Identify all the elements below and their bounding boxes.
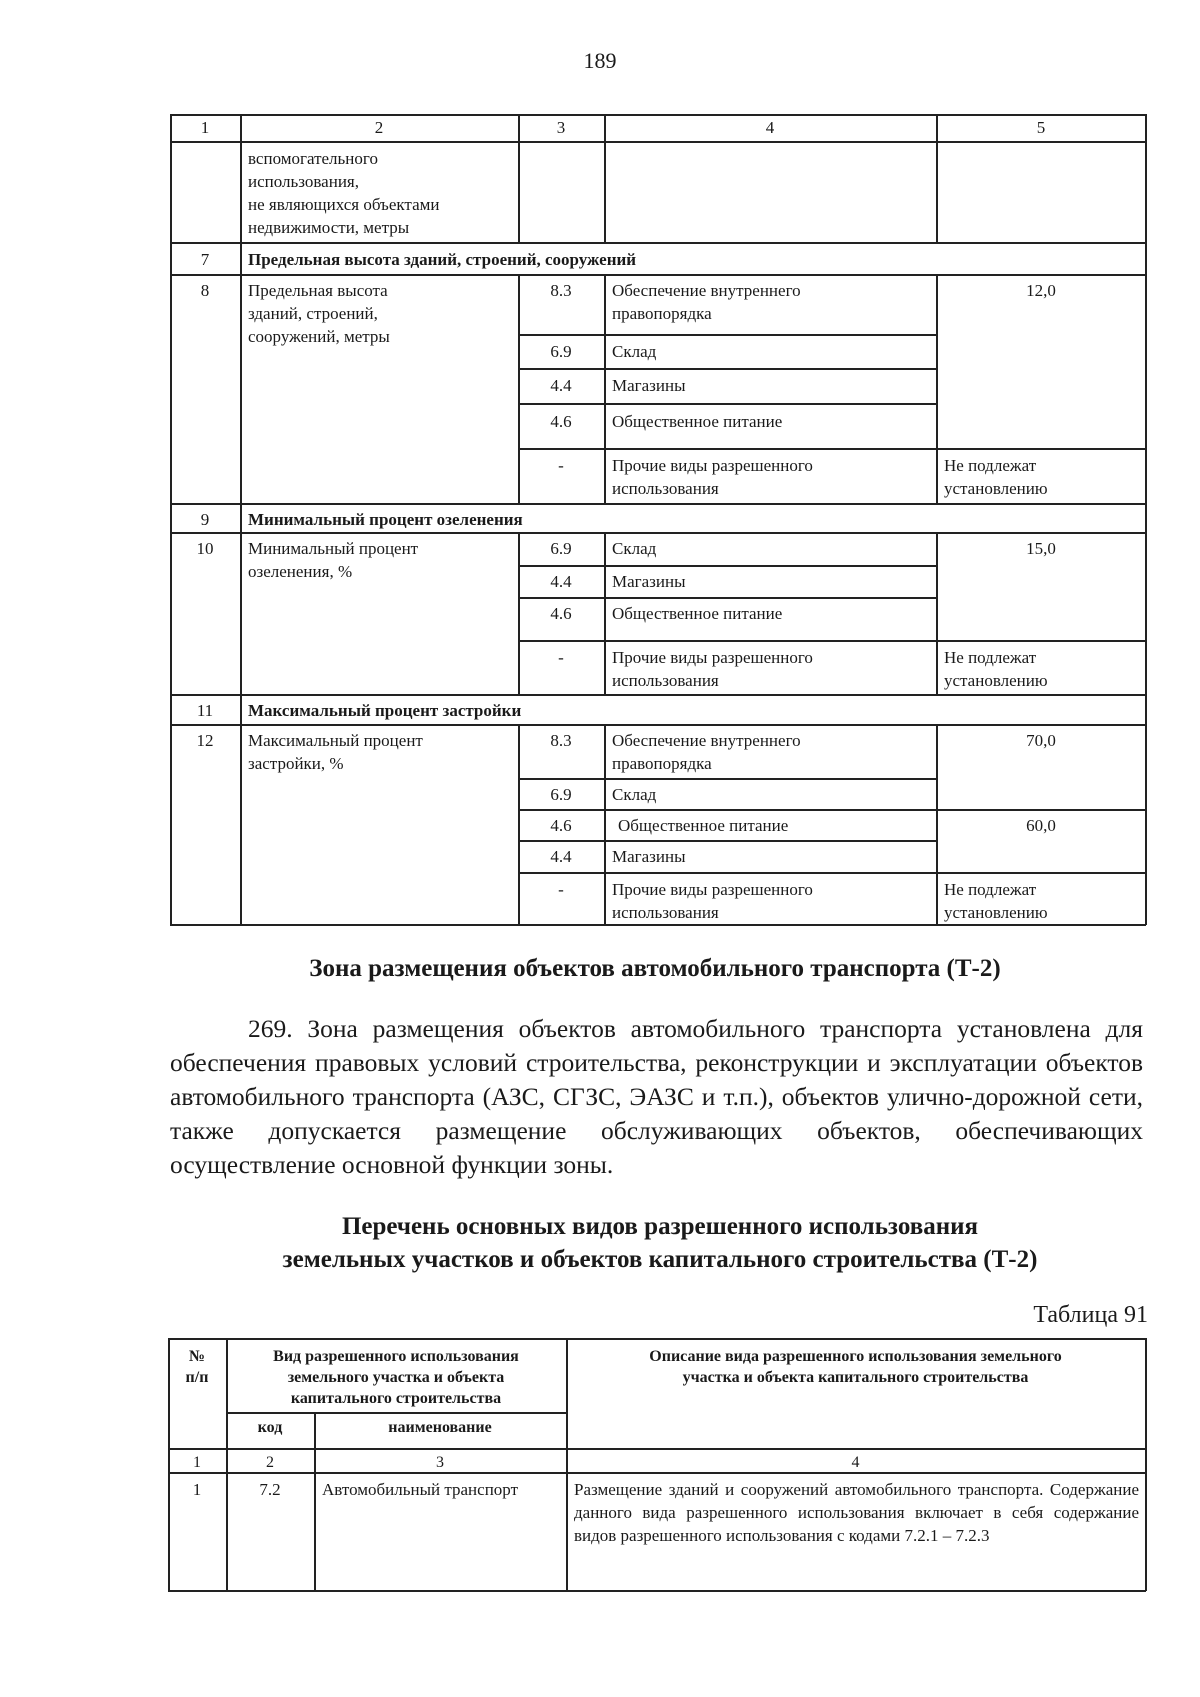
table-border [518, 840, 936, 842]
table-border [170, 242, 1146, 244]
use-code: 7.2 [259, 1480, 281, 1499]
header-description: Описание вида разрешенного использования земельного участка и объекта капитального строительства [649, 1348, 1062, 1386]
limit-value: 60,0 [1026, 816, 1056, 835]
table-border [518, 334, 936, 336]
use-code: 4.4 [550, 376, 572, 395]
use-code: 4.6 [550, 604, 572, 623]
table-border [518, 368, 936, 370]
use-name: Магазины [612, 572, 686, 591]
limit-value: 70,0 [1026, 731, 1056, 750]
header-code: код [257, 1419, 283, 1436]
list-title [170, 1210, 1150, 1276]
use-name: Склад [612, 785, 657, 804]
use-name: Прочие виды разрешенного использования [612, 648, 813, 690]
section-row-title: Минимальный процент озеленения [248, 510, 523, 529]
table-border [170, 274, 1146, 276]
use-code: - [558, 880, 564, 899]
use-code: 6.9 [550, 785, 572, 804]
table-border [518, 809, 1146, 811]
use-description: Размещение зданий и сооружений автомобильного транспорта. Содержание данного вида разрешенного использования включает в себя содержание видов разрешенного использования с кодами 7.2.1 – 7.2.3 [574, 1480, 1139, 1545]
column-number: 2 [374, 118, 384, 137]
column-number: 3 [436, 1454, 444, 1471]
table-border [518, 778, 936, 780]
table-border [518, 640, 1146, 642]
use-name: Общественное питание [618, 816, 789, 835]
header-kind: Вид разрешенного использования земельного участка и объекта капитального строительства [273, 1348, 519, 1407]
row-number: 12 [196, 731, 214, 750]
use-code: 6.9 [550, 342, 572, 361]
section-row-title: Максимальный процент застройки [248, 701, 522, 720]
use-code: 4.6 [550, 412, 572, 431]
section-row-title: Предельная высота зданий, строений, сооружений [248, 250, 637, 269]
use-name: Магазины [612, 376, 686, 395]
use-name: Прочие виды разрешенного использования [612, 456, 813, 498]
use-code: 4.4 [550, 572, 572, 591]
use-code: 8.3 [550, 281, 572, 300]
table-border [1145, 1338, 1147, 1591]
param-name: Минимальный процент озеленения, % [248, 539, 419, 581]
use-name: Общественное питание [612, 604, 783, 623]
header-number: № п/п [185, 1348, 209, 1386]
row-number: 11 [196, 701, 214, 720]
limit-value: 15,0 [1026, 539, 1056, 558]
table-border [170, 141, 1146, 143]
param-name: Предельная высота зданий, строений, сооружений, метры [248, 281, 390, 346]
use-name: Обеспечение внутреннего правопорядка [612, 731, 801, 773]
table-border [226, 1412, 566, 1414]
row-number: 7 [200, 250, 210, 269]
table-border [518, 597, 936, 599]
column-number: 4 [851, 1454, 860, 1471]
table-border [518, 872, 1146, 874]
use-code: 4.6 [550, 816, 572, 835]
list-title-line2: земельных участков и объектов капитального строительства (Т-2) [282, 1246, 1038, 1273]
table-border [1145, 114, 1147, 925]
column-number: 1 [193, 1454, 201, 1471]
limit-value: Не подлежат установлению [944, 648, 1048, 690]
use-code: 8.3 [550, 731, 572, 750]
list-title-line1: Перечень основных видов разрешенного использования [341, 1213, 979, 1240]
use-code: - [558, 648, 564, 667]
use-name: Склад [612, 342, 657, 361]
table-border [170, 694, 1146, 696]
use-name: Общественное питание [612, 412, 783, 431]
use-name: Автомобильный транспорт [322, 1480, 518, 1499]
use-code: - [558, 456, 564, 475]
row-number: 10 [196, 539, 214, 558]
continued-param-text: вспомогательного использования, не являющихся объектами недвижимости, метры [248, 149, 440, 237]
use-name: Прочие виды разрешенного использования [612, 880, 813, 922]
column-number: 5 [1036, 118, 1046, 137]
row-number: 8 [200, 281, 210, 300]
header-name: наименование [388, 1419, 492, 1436]
table-label: Таблица 91 [1033, 1302, 1148, 1328]
use-name: Склад [612, 539, 657, 558]
row-number: 9 [200, 510, 210, 529]
table-border [170, 503, 1146, 505]
page-number: 189 [583, 48, 617, 73]
limit-value: Не подлежат установлению [944, 880, 1048, 922]
table-border [168, 1338, 1146, 1340]
use-name: Магазины [612, 847, 686, 866]
section-title: Зона размещения объектов автомобильного транспорта (Т-2) [309, 955, 1001, 982]
use-code: 6.9 [550, 539, 572, 558]
use-name: Обеспечение внутреннего правопорядка [612, 281, 801, 323]
param-name: Максимальный процент застройки, % [248, 731, 423, 773]
table-border [518, 448, 1146, 450]
table-border [518, 565, 936, 567]
limit-value: 12,0 [1026, 281, 1056, 300]
use-code: 4.4 [550, 847, 572, 866]
paragraph-269: 269. Зона размещения объектов автомобильного транспорта установлена для обеспечения правовых условий строительства, реконструкции и эксплуатации объектов автомобильного транспорта (АЗС, СГЗС, ЭАЗС и т.п.), объектов улично-дорожной сети, также допускается размещение обслуживающих объектов, обеспечивающих осуществление основной функции зоны. [170, 1014, 1143, 1179]
column-number: 2 [266, 1454, 274, 1471]
column-number: 3 [556, 118, 566, 137]
row-number: 1 [192, 1480, 202, 1499]
table-border [170, 724, 1146, 726]
column-number: 1 [200, 118, 210, 137]
column-number: 4 [765, 118, 775, 137]
table-border [518, 403, 936, 405]
limit-value: Не подлежат установлению [944, 456, 1048, 498]
